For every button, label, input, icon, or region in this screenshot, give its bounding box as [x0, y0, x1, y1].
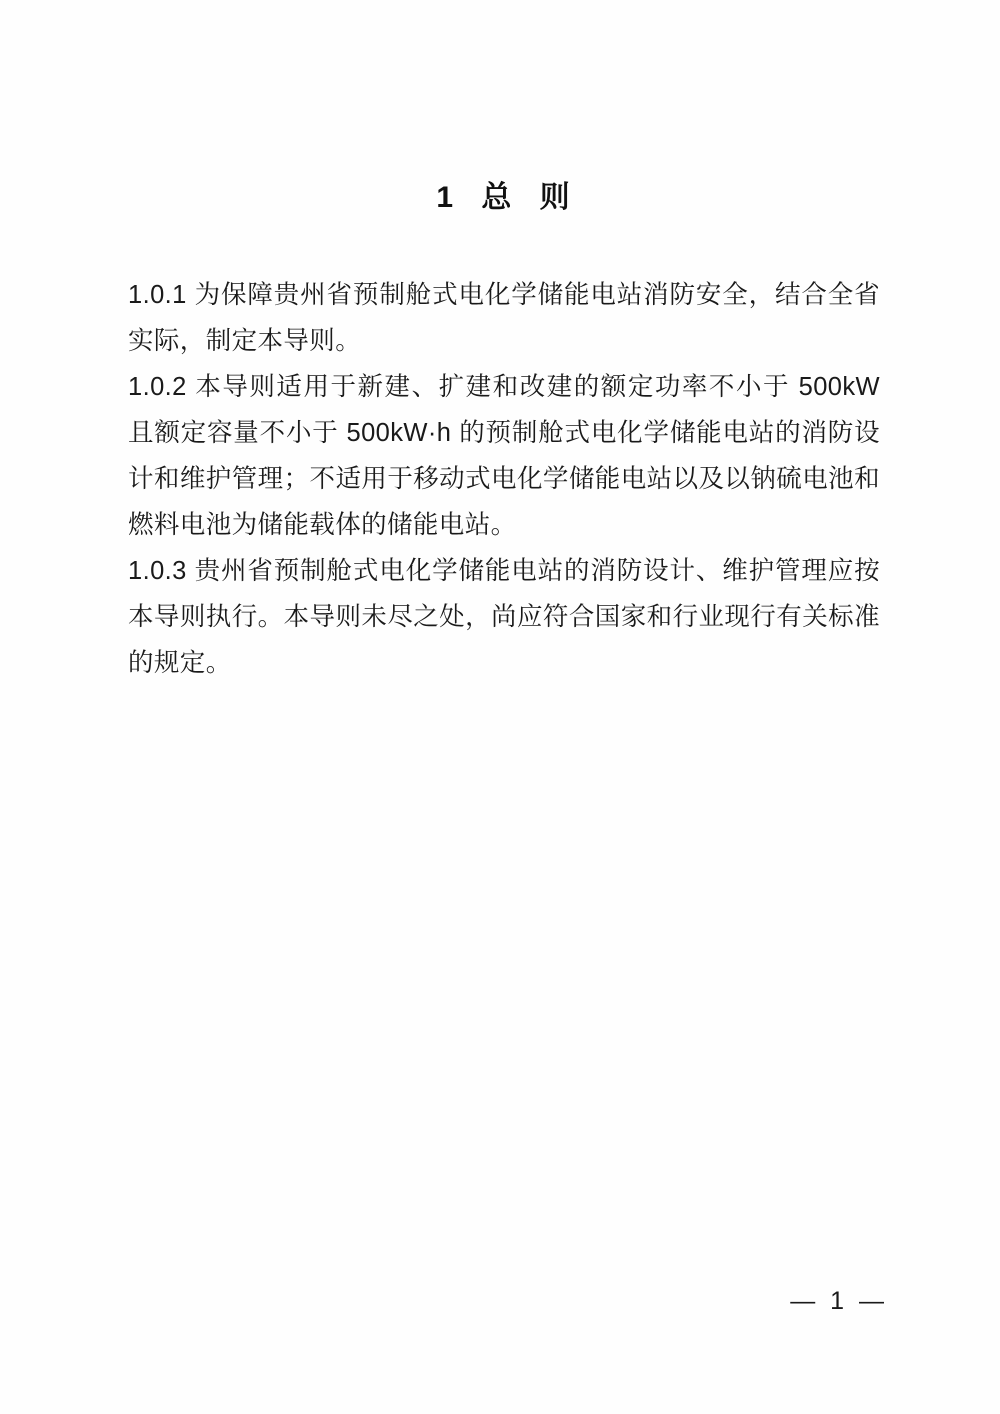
paragraph-1-0-1: 1.0.1 为保障贵州省预制舱式电化学储能电站消防安全，结合全省实际，制定本导则。	[128, 281, 880, 355]
paragraph-1-0-3: 1.0.3 贵州省预制舱式电化学储能电站的消防设计、维护管理应按本导则执行。本导则未尽之处，尚应符合国家和行业现行有关标准的规定。	[128, 557, 880, 677]
paragraph-1-0-2: 1.0.2 本导则适用于新建、扩建和改建的额定功率不小于 500kW 且额定容量不小于 500kW·h 的预制舱式电化学储能电站的消防设计和维护管理；不适用于移动式电化学储能电站以及以钠硫电池和燃料电池为储能载体的储能电站。	[128, 373, 880, 539]
page-content-area	[128, 0, 888, 1414]
page-number: — 1 —	[790, 1287, 888, 1315]
body-text-block	[128, 272, 880, 686]
page-title: 1 总 则	[436, 181, 580, 214]
